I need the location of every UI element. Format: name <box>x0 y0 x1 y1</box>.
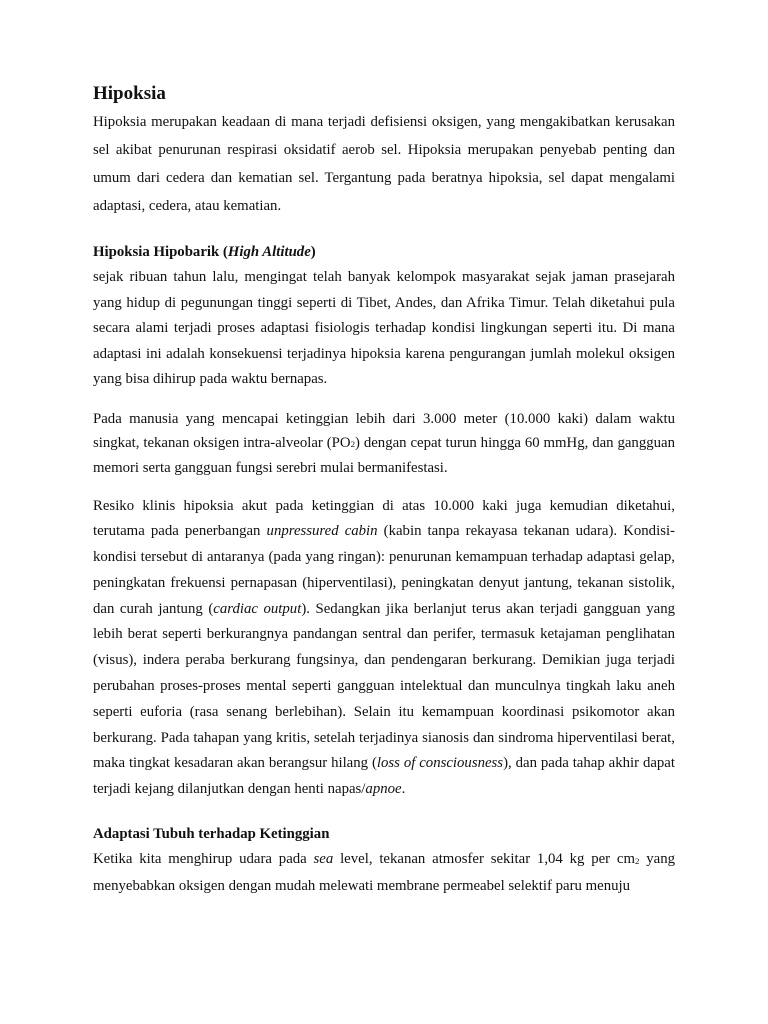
italic-term: loss of consciousness <box>376 755 504 772</box>
subscript-2: 2 <box>350 438 356 449</box>
section-heading-adaptasi: Adaptasi Tubuh terhadap Ketinggian <box>93 826 330 843</box>
paragraph-text: ). Sedangkan jika berlanjut terus akan terjadi gangguan yang lebih berat seperti berkurangnya pandangan sentral dan perifer, termasuk ketajaman penglihatan (visus), indera peraba berkurang fungsinya, dan pendengaran berkurang. Demikian juga terjadi perubahan proses-proses mental seperti gangguan intelektual dan munculnya tingkah laku aneh seperti euforia (rasa senang berlebihan). Selain itu kemampuan koordinasi psikomotor akan berkurang. Pada tahapan yang kritis, setelah terjadinya sianosis dan sindroma hiperventilasi berat, maka tingkat kesadaran akan berangsur hilang ( <box>93 600 676 772</box>
italic-term: sea <box>313 851 334 868</box>
paragraph-text: ), dan pada tahap akhir dapat terjadi kejang dilanjutkan dengan henti napas/ <box>93 755 675 798</box>
paragraph-text: Pada manusia yang mencapai ketinggian lebih dari 3.000 meter (10.000 kaki) dalam waktu singkat, tekanan oksigen intra-alveolar (PO <box>93 410 675 451</box>
heading-text: Hipoksia Hipobarik ( <box>93 244 228 260</box>
italic-term: cardiac output <box>213 600 302 617</box>
subscript-2: 2 <box>635 855 640 866</box>
paragraph-text: Resiko klinis hipoksia akut pada ketinggian di atas 10.000 kaki juga kemudian diketahui, terutama pada penerbangan <box>93 497 675 540</box>
document-title: Hipoksia <box>93 83 166 104</box>
italic-term: apnoe <box>365 781 402 798</box>
document-page <box>93 80 675 899</box>
paragraph-text: (kabin tanpa rekayasa tekanan udara). Kondisi-kondisi tersebut di antaranya (pada yang ringan): penurunan kemampuan terhadap adaptasi gelap, peningkatan frekuensi pernapasan (hiperventilasi), peningkatan denyut jantung, tekanan sistolik, dan curah jantung ( <box>93 523 675 617</box>
heading-text-end: ) <box>310 244 316 260</box>
spacer <box>93 393 675 407</box>
spacer <box>93 480 675 494</box>
paragraph-text: ) dengan cepat turun hingga 60 mmHg, dan gangguan memori serta gangguan fungsi serebri mulai bermanifestasi. <box>93 434 675 476</box>
heading-italic-text: High Altitude <box>227 244 311 260</box>
hipobarik-paragraph-2 <box>93 407 675 480</box>
paragraph-text: yang menyebabkan oksigen dengan mudah melewati membrane permeabel selektif paru menuju <box>93 851 675 894</box>
paragraph-text: level, tekanan atmosfer sekitar 1,04 kg per cm <box>333 851 635 868</box>
hipobarik-paragraph-3 <box>93 494 675 804</box>
paragraph-text: Ketika kita menghirup udara pada <box>93 851 314 868</box>
hipobarik-paragraph-1: sejak ribuan tahun lalu, mengingat telah banyak kelompok masyarakat sejak jaman prasejarah yang hidup di pegunungan tinggi seperti di Tibet, Andes, dan Afrika Timur. Telah diketahui pula secara alami terjadi proses adaptasi fisiologis terhadap kondisi lingkungan seperti itu. Di mana adaptasi ini adalah konsekuensi terjadinya hipoksia karena pengurangan jumlah molekul oksigen yang bisa dihirup pada waktu bernapas. <box>93 269 675 387</box>
paragraph-text: . <box>401 781 406 798</box>
adaptasi-paragraph-1 <box>93 847 675 899</box>
italic-term: unpressured cabin <box>266 523 378 540</box>
spacer <box>93 220 675 240</box>
spacer <box>93 803 675 822</box>
intro-paragraph: Hipoksia merupakan keadaan di mana terjadi defisiensi oksigen, yang mengakibatkan kerusakan sel akibat penurunan respirasi oksidatif aerob sel. Hipoksia merupakan penyebab penting dan umum dari cedera dan kematian sel. Tergantung pada beratnya hipoksia, sel dapat mengalami adaptasi, cedera, atau kematian. <box>93 114 675 214</box>
section-heading-hipobarik <box>93 240 675 265</box>
